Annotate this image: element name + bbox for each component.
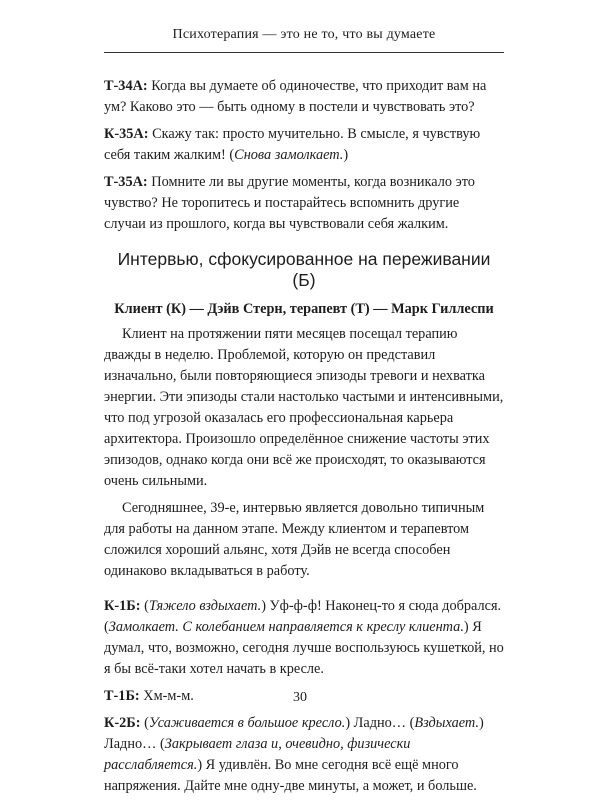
speaker-label: Т-1Б: (104, 688, 140, 704)
dialogue-turn (104, 172, 504, 235)
section-heading: Интервью, сфокусированное на переживании (Б) (117, 249, 491, 290)
body-paragraph: Сегодняшнее, 39-е, интервью является довольно типичным для работы на данном этапе. Между клиентом и терапевтом сложился хороший альянс, хотя Дэйв не всегда способен одинаково вкладываться в работу. (104, 500, 485, 579)
speaker-label: Т-35А: (104, 174, 148, 190)
turn-text: ) Ладно… ( (345, 715, 415, 731)
stage-direction: Тяжело вздыхает. (148, 598, 262, 614)
turn-text: ) Ладно… ( (104, 715, 484, 752)
turn-text: ) Я удивлён. Во мне сегодня всё ещё много напряжения. Дайте мне одну-две минуты, а может, и больше. (104, 757, 477, 794)
turn-text: Скажу так: просто мучительно. В смысле, я чувствую себя таким жалким! ( (104, 126, 481, 163)
turn-text: Хм-м-м. (143, 688, 194, 704)
section-subheading: Клиент (К) — Дэйв Стерн, терапевт (Т) — Марк Гиллеспи (114, 301, 494, 317)
stage-direction: Замолкает. С колебанием направляется к креслу клиента. (108, 619, 464, 635)
speaker-label: К-1Б: (104, 598, 141, 614)
speaker-label: Т-34А: (104, 78, 148, 94)
stage-direction: Снова замолкает. (234, 147, 344, 163)
body-paragraph: Клиент на протяжении пяти месяцев посещал терапию дважды в неделю. Проблемой, которую он представил изначально, были повторяющиеся эпизоды тревоги и нехватка энергии. Эти эпизоды стали настолько частыми и интенсивными, что под угрозой оказалась его профессиональная карьера архитектора. Произошло определённое снижение частоты этих эпизодов, однако когда они всё же происходят, то оказываются очень сильными. (104, 326, 504, 489)
turn-text: Когда вы думаете об одиночестве, что приходит вам на ум? Каково это — быть одному в постели и чувствовать это? (104, 78, 487, 115)
turn-text: ) Я думал, что, возможно, сегодня лучше воспользуюсь кушеткой, но я бы всё-таки хотел начать в кресле. (104, 619, 504, 677)
speaker-label: К-35А: (104, 126, 149, 142)
turn-text: ) Уф-ф-ф! Наконец-то я сюда добрался. ( (104, 598, 502, 635)
header-rule (104, 52, 504, 53)
turn-text: ( (144, 598, 149, 614)
stage-direction: Вздыхает. (414, 715, 479, 731)
turn-text: Помните ли вы другие моменты, когда возникало это чувство? Не торопитесь и постарайтесь вспомнить другие случаи из прошлого, когда вы чувствовали себя жалким. (104, 174, 475, 232)
dialogue-turn (104, 596, 504, 680)
dialogue-turn (104, 124, 504, 166)
turn-text: ( (144, 715, 149, 731)
page-number: 30 (293, 690, 307, 705)
stage-direction: Закрывает глаза и, очевидно, физически расслабляется. (104, 736, 411, 773)
stage-direction: Усаживается в большое кресло. (148, 715, 346, 731)
dialogue-turn (104, 76, 504, 118)
dialogue-turn (104, 713, 504, 797)
turn-text: ) (343, 147, 349, 163)
speaker-label: К-2Б: (104, 715, 141, 731)
running-header: Психотерапия — это не то, что вы думаете (172, 27, 436, 42)
